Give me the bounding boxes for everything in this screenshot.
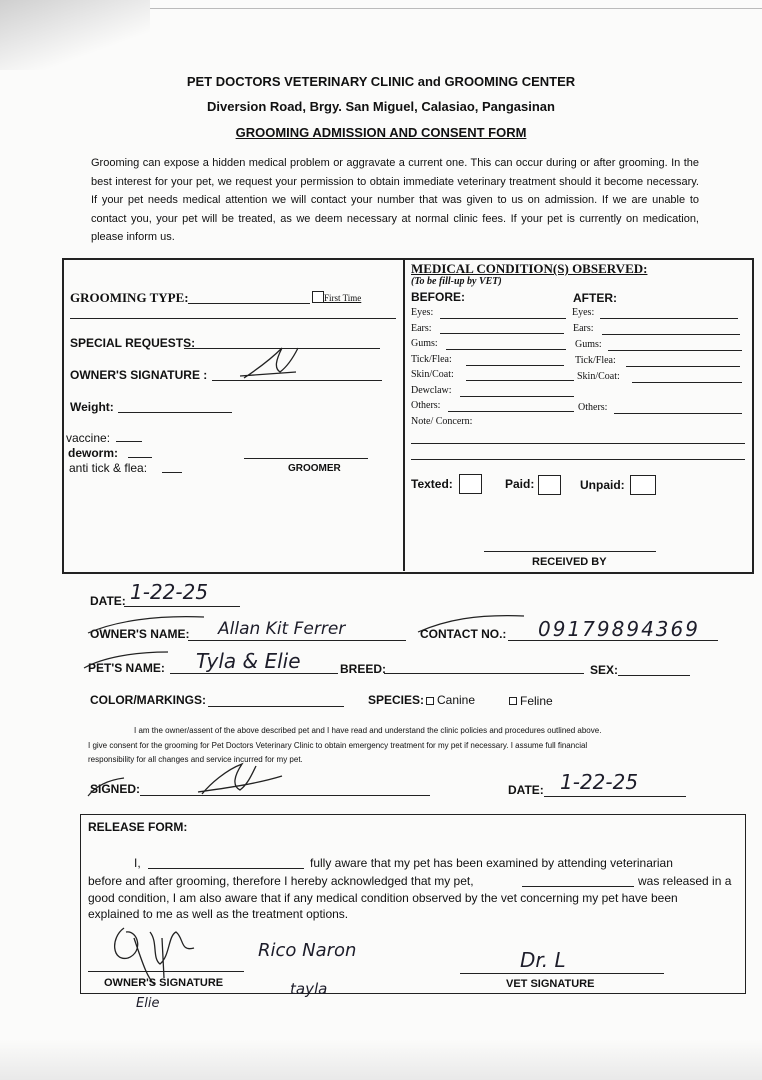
release-pet-field[interactable] [522,886,634,887]
owner-name-strike [86,613,206,635]
received-by-label: RECEIVED BY [532,556,607,568]
release-line1-b: fully aware that my pet has been examined by attending veterinarian [310,856,673,870]
release-line2-a: before and after grooming, therefore I hereby acknowledged that my pet, [88,874,474,888]
after-eyes-field[interactable] [600,318,738,319]
deworm-field[interactable] [128,457,152,458]
species-label: SPECIES: [368,693,425,707]
consent-line-1: I am the owner/assent of the above described pet and I have read and understand the clinic policies and procedures outlined above. [134,726,602,735]
date2-handwritten: 1-22-25 [560,770,639,794]
clinic-address: Diversion Road, Brgy. San Miguel, Calasiao, Pangasinan [207,99,555,114]
owner-name-label: OWNER'S NAME: [90,627,190,641]
pet-name-handwritten: Tyla & Elie [196,649,301,673]
after-skin-field[interactable] [632,382,742,383]
after-gums-label: Gums: [575,339,602,350]
signed-scribble [196,758,286,798]
before-eyes-label: Eyes: [411,307,434,318]
date-handwritten: 1-22-25 [130,580,209,604]
first-time-checkbox[interactable] [312,291,324,303]
release-line3: good condition, I am also aware that if any medical condition observed by the vet concerning my pet have been [88,891,678,905]
before-tick-field[interactable] [466,365,564,366]
unpaid-label: Unpaid: [580,478,625,492]
release-form-title: RELEASE FORM: [88,820,188,834]
before-gums-label: Gums: [411,338,438,349]
before-eyes-field[interactable] [440,318,566,319]
paid-checkbox[interactable] [538,475,561,495]
box-divider [403,259,405,571]
canine-label: Canine [437,693,476,707]
clinic-name: PET DOCTORS VETERINARY CLINIC and GROOMING CENTER [186,74,576,89]
after-others-field[interactable] [614,413,742,414]
paid-label: Paid: [505,477,535,491]
contact-strike [416,612,526,634]
weight-label: Weight: [70,400,114,414]
feline-checkbox[interactable] [509,697,517,705]
owner-name-handwritten: Allan Kit Ferrer [218,619,346,639]
before-gums-field[interactable] [446,349,566,350]
grooming-type-field-2[interactable] [70,318,396,319]
handwritten-name: Rico Naron [258,940,357,961]
after-skin-label: Skin/Coat: [577,371,620,382]
breed-field[interactable] [384,673,584,674]
sex-field[interactable] [618,675,690,676]
medical-title: MEDICAL CONDITION(S) OBSERVED: [411,261,648,276]
owner-signature-scribble [236,342,306,382]
anti-tick-label: anti tick & flea: [69,461,148,475]
after-ears-label: Ears: [573,323,594,334]
after-ears-field[interactable] [602,334,740,335]
color-markings-field[interactable] [208,706,344,707]
special-requests-label: SPECIAL REQUESTS: [70,336,196,350]
received-by-field[interactable] [484,551,656,552]
vet-signature-label: VET SIGNATURE [506,978,595,990]
after-others-label: Others: [578,402,608,413]
signed-label: SIGNED: [90,782,141,796]
after-eyes-label: Eyes: [572,307,595,318]
canine-checkbox[interactable] [426,697,434,705]
after-tick-label: Tick/Flea: [575,355,616,366]
grooming-type-label: GROOMING TYPE: [70,290,189,305]
before-label: BEFORE: [411,290,465,304]
before-others-field[interactable] [448,411,574,412]
handwritten-pet-2: Elie [136,996,160,1011]
release-line4: explained to me as well as the treatment options. [88,907,349,921]
weight-field[interactable] [118,412,232,413]
date2-field[interactable] [544,796,686,797]
after-label: AFTER: [573,291,617,305]
deworm-label: deworm: [68,446,119,460]
date-label: DATE: [90,594,126,608]
unpaid-checkbox[interactable] [630,475,656,495]
consent-line-3: responsibility for all changes and service incurred for my pet. [88,755,303,764]
note-field-1[interactable] [411,443,745,444]
texted-checkbox[interactable] [459,474,482,494]
before-dewclaw-field[interactable] [460,396,574,397]
groomer-signature-field[interactable] [244,458,368,459]
after-tick-field[interactable] [626,366,740,367]
date2-label: DATE: [508,783,544,797]
before-skin-field[interactable] [466,380,574,381]
pet-name-strike [82,648,172,670]
before-tick-label: Tick/Flea: [411,354,452,365]
before-others-label: Others: [411,400,441,411]
breed-label: BREED: [340,662,387,676]
handwritten-pet-1: tayla [290,980,328,998]
after-gums-field[interactable] [608,350,742,351]
before-ears-field[interactable] [440,333,564,334]
sex-label: SEX: [590,663,619,677]
scan-shadow [0,0,150,70]
contact-handwritten: 09179894369 [538,617,700,641]
consent-line-2: I give consent for the grooming for Pet Doctors Veterinary Clinic to obtain emergency treatment for my pet if necessary. I assume full financial [88,741,588,750]
vet-handwritten-signature: Dr. L [520,948,566,972]
owner-name-field[interactable] [188,640,406,641]
note-concern-label: Note/ Concern: [411,416,473,427]
note-field-2[interactable] [411,459,745,460]
owner-release-signature-label: OWNER'S SIGNATURE [104,977,224,989]
texted-label: Texted: [411,477,453,491]
groomer-label: GROOMER [288,463,341,474]
medical-subtitle: (To be fill-up by VET) [411,276,502,287]
first-time-label: First Time [324,293,362,303]
owner-signature-label: OWNER'S SIGNATURE : [70,368,208,382]
release-line1-a: I, [134,856,141,870]
intro-paragraph: Grooming can expose a hidden medical problem or aggravate a current one. This can occur during or after grooming. In the best interest for your pet, we request your permission to obtain immediate veterinary treatment should it become necessary. If your pet needs medical attention we will contact your number that was given to us on admission. If we are unable to contact you, your pet will be treated, as we deem necessary at normal clinic fees. If your pet is currently on medication, please inform us. [91,157,699,243]
scan-edge-top [150,8,762,9]
before-dewclaw-label: Dewclaw: [411,385,452,396]
before-ears-label: Ears: [411,323,432,334]
owner-release-signature-field[interactable] [88,971,244,972]
form-title: GROOMING ADMISSION AND CONSENT FORM [235,125,527,140]
before-skin-label: Skin/Coat: [411,369,454,380]
vaccine-label: vaccine: [66,431,111,445]
date-field[interactable] [124,606,240,607]
contact-label: CONTACT NO.: [420,627,507,641]
color-markings-label: COLOR/MARKINGS: [90,693,206,707]
release-line2-b: was released in a [638,874,732,888]
anti-tick-field[interactable] [162,472,182,473]
release-name-field[interactable] [148,868,304,869]
scan-bottom-shade [0,1040,762,1080]
pet-name-field[interactable] [170,673,338,674]
feline-label: Feline [520,694,553,708]
pet-name-label: PET'S NAME: [88,661,165,675]
vaccine-field[interactable] [116,441,142,442]
grooming-type-field[interactable] [188,303,310,304]
vet-signature-field[interactable] [460,973,664,974]
signed-strike [86,776,126,798]
